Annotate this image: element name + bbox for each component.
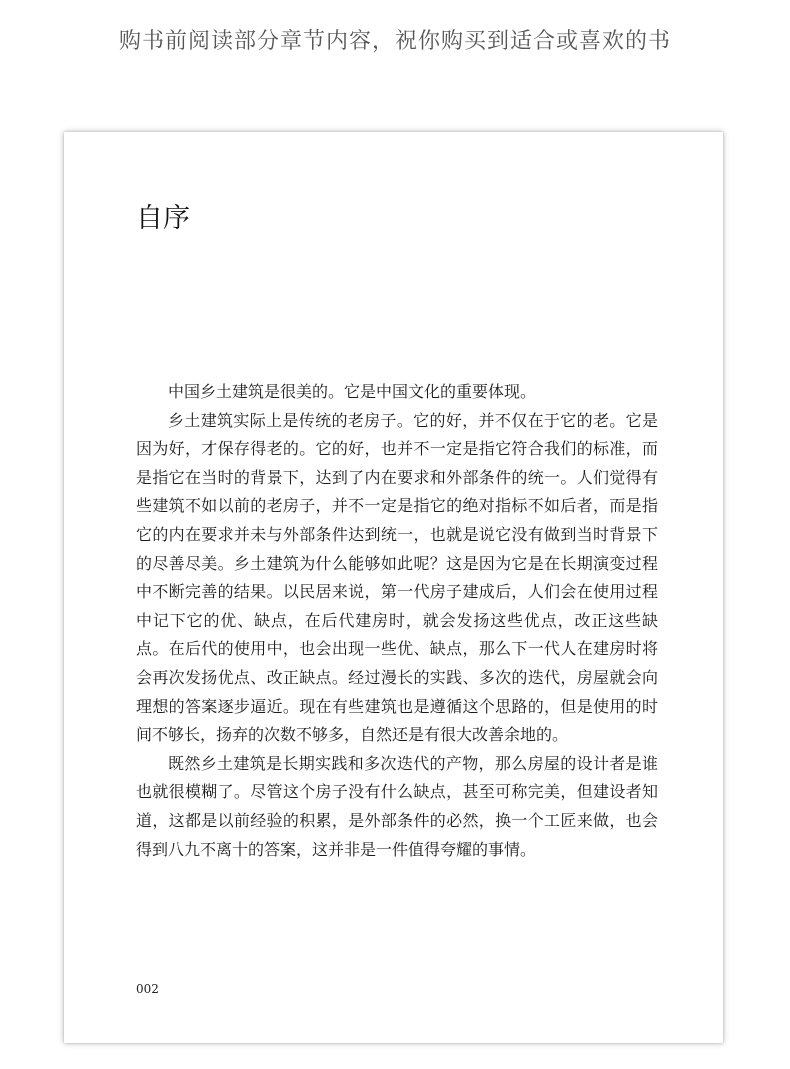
book-page — [64, 132, 723, 1043]
paragraph: 乡土建筑实际上是传统的老房子。它的好，并不仅在于它的老。它是因为好，才保存得老的。它的好，也并不一定是指它符合我们的标准，而是指它在当时的背景下，达到了内在要求和外部条件的统一。人们觉得有些建筑不如以前的老房子，并不一定是指它的绝对指标不如后者，而是指它的内在要求并未与外部条件达到统一，也就是说它没有做到当时背景下的尽善尽美。乡土建筑为什么能够如此呢？这是因为它是在长期演变过程中不断完善的结果。以民居来说，第一代房子建成后，人们会在使用过程中记下它的优、缺点，在后代建房时，就会发扬这些优点，改正这些缺点。在后代的使用中，也会出现一些优、缺点，那么下一代人在建房时将会再次发扬优点、改正缺点。经过漫长的实践、多次的迭代，房屋就会向理想的答案逐步逼近。现在有些建筑也是遵循这个思路的，但是使用的时间不够长，扬弃的次数不够多，自然还是有很大改善余地的。 — [136, 410, 658, 745]
page-number: 002 — [136, 982, 159, 996]
paragraph: 中国乡土建筑是很美的。它是中国文化的重要体现。 — [168, 382, 537, 401]
preview-banner: 购书前阅读部分章节内容，祝你购买到适合或喜欢的书 — [118, 29, 671, 54]
paragraph: 既然乡土建筑是长期实践和多次迭代的产物，那么房屋的设计者是谁也就很模糊了。尽管这个房子没有什么缺点，甚至可称完美，但建设者知道，这都是以前经验的积累，是外部条件的必然，换一个工匠来做，也会得到八九不离十的答案，这并非是一件值得夸耀的事情。 — [136, 753, 658, 859]
chapter-title: 自序 — [136, 203, 190, 234]
body-text — [136, 378, 658, 864]
